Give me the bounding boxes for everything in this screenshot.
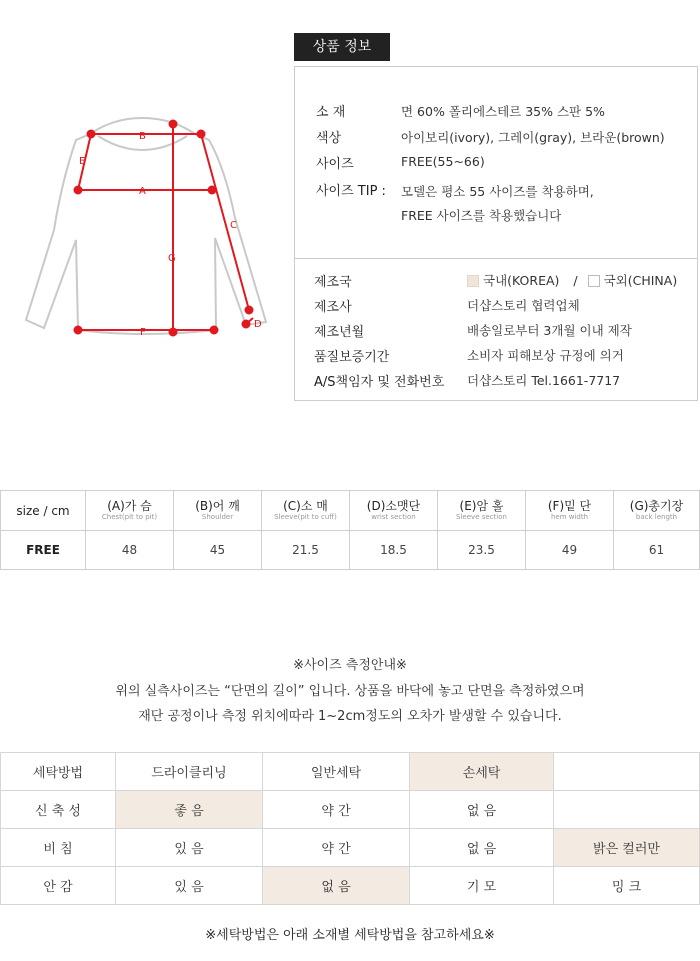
value-hem: 49 <box>526 531 614 570</box>
measure-dot <box>75 327 82 334</box>
measure-dot <box>75 187 82 194</box>
checkbox-korea <box>467 275 479 287</box>
as-value: 더샵스토리 Tel.1661-7717 <box>467 373 621 388</box>
size-table-header <box>1 491 700 531</box>
checkbox-china <box>588 275 600 287</box>
diagram-label-e: E <box>79 156 86 167</box>
header-wrist: (D)소맷단 wrist section <box>350 491 438 531</box>
size-tip-value: 모델은 평소 55 사이즈를 착용하며, <box>401 184 594 199</box>
wash-footer: ※세탁방법은 아래 소재별 세탁방법을 참고하세요※ <box>205 928 495 943</box>
value-chest: 48 <box>86 531 174 570</box>
as-label: A/S책임자 및 전화번호 <box>314 375 445 390</box>
country-separator: / <box>573 273 578 288</box>
wash-normal: 일반세탁 <box>263 753 410 791</box>
sheer-none: 없 음 <box>410 829 554 867</box>
diagram-label-b: B <box>139 131 146 142</box>
date-value: 배송일로부터 3개월 이내 제작 <box>467 323 632 338</box>
material-value: 면 60% 폴리에스테르 35% 스판 5% <box>401 104 605 119</box>
wash-dry-clean: 드라이클리닝 <box>116 753 263 791</box>
diagram-label-g: G <box>168 253 176 264</box>
color-value: 아이보리(ivory), 그레이(gray), 브라운(brown) <box>401 130 665 145</box>
warranty-value: 소비자 피해보상 규정에 의거 <box>467 348 624 363</box>
size-label: 사이즈 <box>316 157 354 172</box>
table-row <box>1 753 700 791</box>
lining-mink: 밍 크 <box>554 867 700 905</box>
header-shoulder: (B)어 깨 Shoulder <box>174 491 262 531</box>
value-shoulder: 45 <box>174 531 262 570</box>
measure-dot <box>170 121 177 128</box>
table-row <box>1 867 700 905</box>
lining-label: 안 감 <box>1 867 116 905</box>
header-chest: (A)가 슴 Chest(pit to pit) <box>86 491 174 531</box>
value-wrist: 18.5 <box>350 531 438 570</box>
size-tip-label: 사이즈 TIP : <box>316 184 386 199</box>
country-label: 제조국 <box>314 275 352 290</box>
lining-yes: 있 음 <box>116 867 263 905</box>
korea-option: 국내(KOREA) <box>483 273 560 288</box>
stretch-none: 없 음 <box>410 791 554 829</box>
size-value: FREE(55~66) <box>401 154 485 169</box>
color-label: 색상 <box>316 131 342 146</box>
measure-dot <box>211 327 218 334</box>
diagram-label-f: F <box>140 327 146 338</box>
maker-label: 제조사 <box>314 300 352 315</box>
notice-title: ※사이즈 측정안내※ <box>293 658 407 673</box>
header-armhole: (E)암 홀 Sleeve section <box>438 491 526 531</box>
header-sleeve: (C)소 매 Sleeve(pit to cuff) <box>262 491 350 531</box>
size-corner: size / cm <box>1 491 86 531</box>
warranty-label: 품질보증기간 <box>314 350 390 365</box>
wash-method-label: 세탁방법 <box>1 753 116 791</box>
value-sleeve: 21.5 <box>262 531 350 570</box>
sheer-yes: 있 음 <box>116 829 263 867</box>
measure-dot <box>170 329 177 336</box>
china-option: 국외(CHINA) <box>603 273 678 288</box>
table-row <box>1 829 700 867</box>
date-label: 제조년월 <box>314 325 365 340</box>
stretch-empty <box>554 791 700 829</box>
sheer-light-only: 밝은 컬러만 <box>554 829 700 867</box>
size-table <box>0 490 700 570</box>
sheer-label: 비 침 <box>1 829 116 867</box>
diagram-label-a: A <box>139 186 146 197</box>
wash-table <box>0 752 700 905</box>
table-row <box>1 791 700 829</box>
stretch-some: 약 간 <box>263 791 410 829</box>
lining-brushed: 기 모 <box>410 867 554 905</box>
sheer-some: 약 간 <box>263 829 410 867</box>
diagram-label-d: D <box>254 319 262 330</box>
diagram-label-c: C <box>230 220 237 231</box>
info-divider <box>294 258 698 259</box>
measure-line-c <box>201 134 249 310</box>
stretch-label: 신 축 성 <box>1 791 116 829</box>
measure-dot <box>209 187 216 194</box>
lining-none: 없 음 <box>263 867 410 905</box>
header-hem: (F)밑 단 hem width <box>526 491 614 531</box>
value-length: 61 <box>614 531 700 570</box>
value-armhole: 23.5 <box>438 531 526 570</box>
size-tip-value-2: FREE 사이즈를 착용했습니다 <box>401 208 562 223</box>
size-name: FREE <box>1 531 86 570</box>
measure-dot <box>198 131 205 138</box>
notice-line-1: 위의 실측사이즈는 “단면의 길이” 입니다. 상품을 바닥에 놓고 단면을 측정하였으며 <box>115 684 585 699</box>
wash-hand: 손세탁 <box>410 753 554 791</box>
table-row <box>1 531 700 570</box>
product-info-title: 상품 정보 <box>294 33 390 61</box>
measure-dot <box>243 321 250 328</box>
measure-dot <box>88 131 95 138</box>
stretch-good: 좋 음 <box>116 791 263 829</box>
country-options <box>467 271 677 289</box>
material-label: 소 재 <box>316 105 346 120</box>
measure-dot <box>246 307 253 314</box>
header-length: (G)총기장 back length <box>614 491 700 531</box>
maker-value: 더샵스토리 협력업체 <box>467 298 580 313</box>
wash-empty <box>554 753 700 791</box>
notice-line-2: 재단 공정이나 측정 위치에따라 1~2cm정도의 오차가 발생할 수 있습니다. <box>138 709 562 724</box>
garment-diagram <box>20 110 280 350</box>
